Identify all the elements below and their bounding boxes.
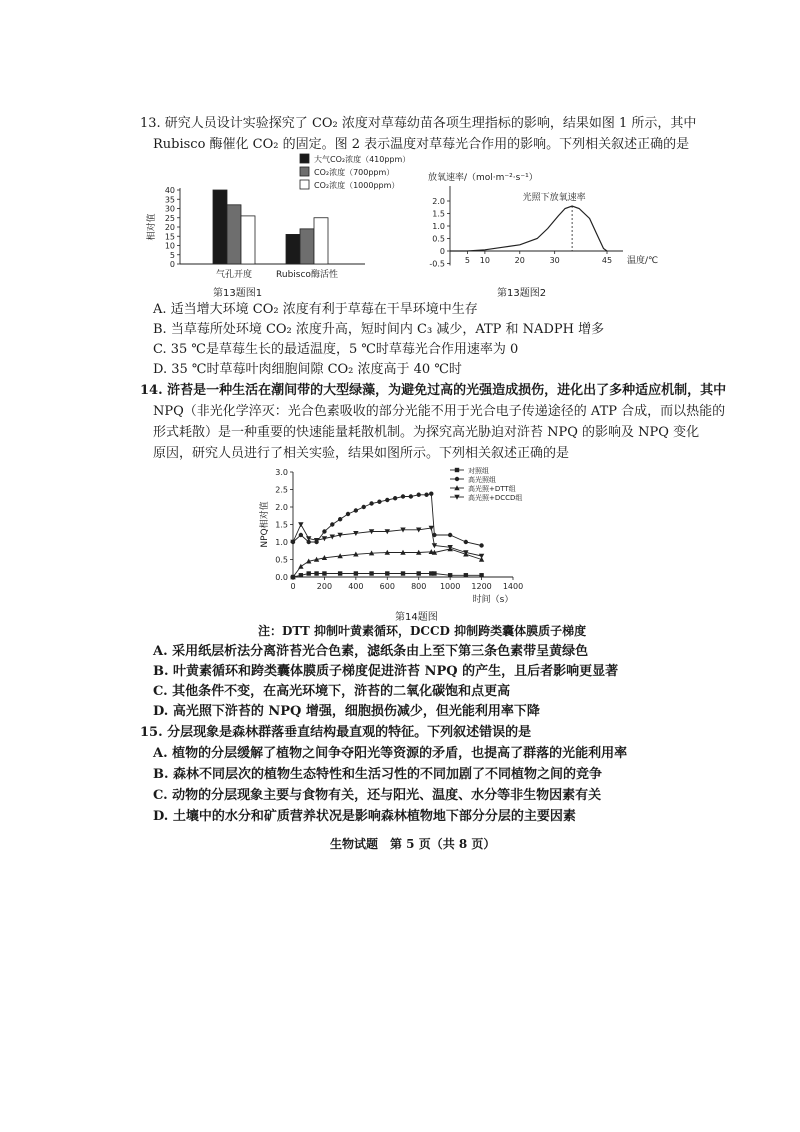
fig3-xtick-label: 1000	[439, 582, 461, 591]
fig2-xtick-label: 20	[514, 256, 525, 265]
fig3-series-2-point	[417, 493, 421, 497]
fig2-ytick-label: 1.0	[432, 222, 445, 231]
fig3-series-1-point	[464, 573, 468, 577]
q13-figure2-caption: 第13题图2	[497, 288, 547, 299]
fig3-series-2-point	[338, 517, 342, 521]
fig3-series-1-point	[479, 573, 483, 577]
fig3-series-1-point	[307, 571, 311, 575]
legend-label-1: 大气CO₂浓度（410ppm）	[314, 155, 411, 164]
page-footer: 生物试题 第 5 页（共 8 页）	[330, 837, 496, 851]
q14-option-a: A. 采用纸层析法分离浒苔光合色素，滤纸条由上至下第三条色素带呈黄绿色	[153, 644, 589, 659]
q15-option-a: A. 植物的分层缓解了植物之间争夺阳光等资源的矛盾，也提高了群落的光能利用率	[153, 746, 628, 761]
fig3-ytick-label: 2.0	[275, 503, 288, 512]
fig3-xtick-label: 1400	[502, 582, 524, 591]
q13-option-c: C. 35 ℃是草莓生长的最适温度，5 ℃时草莓光合作用速率为 0	[153, 342, 519, 357]
fig3-legend-marker-1	[455, 468, 459, 472]
fig1-ytick-label: 25	[164, 213, 175, 223]
fig2-ytick-label: 2.0	[432, 197, 445, 206]
q14-stem-line3: 形式耗散）是一种重要的快速能量耗散机制。为探究高光胁迫对浒苔 NPQ 的影响及 NPQ 变化	[153, 425, 700, 440]
fig3-series-1-point	[369, 571, 373, 575]
fig1-ytick-label: 0	[169, 260, 175, 269]
fig3-xtick-label: 800	[411, 582, 427, 591]
legend-swatch-2	[300, 167, 309, 176]
fig3-ytick-label: 3.0	[275, 468, 288, 477]
fig1-ytick-label: 20	[164, 223, 175, 232]
fig2-xtick-label: 30	[549, 256, 560, 265]
fig1-ytick-label: 10	[164, 241, 175, 251]
fig3-ytick-label: 0.5	[275, 555, 288, 565]
fig3-series-1-point	[354, 571, 358, 575]
fig3-ytick-label: 1.5	[275, 520, 288, 530]
fig3-ytick-label: 1.0	[275, 538, 288, 547]
fig1-ytick-label: 35	[164, 195, 175, 205]
fig3-series-2-point	[330, 522, 334, 526]
q13-option-a: A. 适当增大环境 CO₂ 浓度有利于草莓在干旱环境中生存	[153, 302, 478, 317]
fig3-series-1-point	[401, 571, 405, 575]
q14-figure-note: 注：DTT 抑制叶黄素循环，DCCD 抑制跨类囊体膜质子梯度	[258, 624, 587, 638]
fig3-ytick-label: 0.0	[275, 573, 288, 582]
fig3-series-2-point	[354, 508, 358, 512]
fig3-series-2-point	[401, 494, 405, 498]
legend-swatch-1	[300, 154, 309, 163]
fig3-series-2-point	[448, 533, 452, 537]
q13-stem-line2: Rubisco 酶催化 CO₂ 的固定。图 2 表示温度对草莓光合作用的影响。下列相关叙述正确的是	[153, 137, 690, 152]
q15-stem: 15. 分层现象是森林群落垂直结构最直观的特征。下列叙述错误的是	[140, 725, 532, 740]
q15-option-b: B. 森林不同层次的植物生态特性和生活习性的不同加剧了不同植物之间的竞争	[153, 767, 603, 782]
fig1-bar	[286, 234, 300, 264]
fig2-xtick-label: 45	[601, 256, 613, 265]
fig1-bar	[213, 190, 227, 264]
q14-figure-caption: 第14题图	[395, 612, 438, 623]
fig2-curve-annotation: 光照下放氧速率	[522, 193, 586, 203]
fig1-y-axis-label: 相对值	[147, 213, 157, 241]
fig3-series-2-point	[299, 533, 303, 537]
fig3-series-2-point	[362, 505, 366, 509]
q15-option-d: D. 土壤中的水分和矿质营养状况是影响森林植物地下部分分层的主要因素	[153, 809, 576, 824]
fig3-xtick-label: 400	[348, 582, 364, 591]
fig3-series-4-point	[479, 554, 484, 559]
fig3-series-2-point	[346, 512, 350, 516]
q13-stem-line1: 13. 研究人员设计实验探究了 CO₂ 浓度对草莓幼苗各项生理指标的影响，结果如图 1 所示，其中	[140, 116, 697, 131]
q14-stem-line4: 原因，研究人员进行了相关实验，结果如图所示。下列相关叙述正确的是	[153, 446, 570, 461]
q14-npq-chart	[255, 462, 565, 610]
fig3-legend-label-3: 高光照+DTT组	[468, 485, 516, 493]
legend-swatch-3	[300, 180, 309, 189]
q13-figure1-caption: 第13题图1	[213, 288, 263, 299]
q15-option-c: C. 动物的分层现象主要与食物有关，还与阳光、温度、水分等非生物因素有关	[153, 788, 602, 803]
fig3-series-2-point	[464, 540, 468, 544]
fig3-xtick-label: 0	[290, 582, 296, 591]
fig3-ytick-label: 2.5	[275, 485, 288, 495]
legend-label-3: CO₂浓度（1000ppm）	[314, 181, 400, 190]
fig3-series-2-point	[429, 492, 433, 496]
fig3-series-1-point	[322, 571, 326, 575]
fig1-ytick-label: 15	[164, 232, 175, 242]
fig3-legend-label-2: 高光照组	[468, 476, 496, 484]
fig3-xtick-label: 200	[316, 582, 333, 591]
fig1-bar	[300, 229, 314, 264]
q14-option-c: C. 其他条件不变，在高光环境下，浒苔的二氧化碳饱和点更高	[153, 684, 511, 699]
fig3-series-2-point	[369, 501, 373, 505]
fig3-series-1-point	[314, 571, 318, 575]
q13-figure1-chart	[140, 152, 411, 280]
fig3-series-2-point	[377, 500, 381, 504]
fig2-ytick-label: 1.5	[432, 209, 445, 219]
fig2-curve	[450, 206, 607, 251]
q13-figure2-chart	[420, 168, 660, 280]
q13-option-d: D. 35 ℃时草莓叶肉细胞间隙 CO₂ 浓度高于 40 ℃时	[153, 362, 462, 377]
fig3-legend-marker-2	[455, 477, 459, 481]
fig3-series-1-point	[448, 573, 452, 577]
fig1-bar	[241, 216, 255, 264]
fig2-y-axis-label: 放氧速率/（mol·m⁻²·s⁻¹）	[428, 173, 538, 183]
fig1-ytick-label: 5	[169, 250, 175, 260]
fig3-series-1-point	[299, 573, 303, 577]
q14-option-b: B. 叶黄素循环和跨类囊体膜质子梯度促进浒苔 NPQ 的产生，且后者影响更显著	[153, 664, 619, 679]
fig1-bar	[227, 205, 241, 264]
fig2-ytick-label: -0.5	[429, 259, 445, 269]
fig3-series-2-point	[424, 493, 428, 497]
fig3-series-2-point	[409, 494, 413, 498]
fig3-legend-label-4: 高光照+DCCD组	[468, 494, 523, 502]
fig3-series-2-point	[393, 496, 397, 500]
fig2-ytick-label: 0.5	[432, 234, 445, 244]
fig3-series-1-point	[417, 571, 421, 575]
fig2-ytick-label: 0	[439, 247, 445, 256]
q14-option-d: D. 高光照下浒苔的 NPQ 增强，细胞损伤减少，但光能利用率下降	[153, 704, 540, 719]
legend-label-2: CO₂浓度（700ppm）	[314, 168, 395, 177]
fig1-ytick-label: 40	[164, 186, 175, 195]
fig3-y-axis-label: NPQ相对值	[260, 501, 270, 548]
fig3-series-2-point	[322, 529, 326, 533]
fig1-bar	[314, 218, 328, 264]
q14-stem-line1: 14. 浒苔是一种生活在潮间带的大型绿藻，为避免过高的光强造成损伤，进化出了多种适应机制，其中	[140, 383, 727, 398]
fig3-x-axis-label: 时间（s）	[472, 595, 514, 605]
fig3-xtick-label: 1200	[471, 582, 492, 591]
fig3-series-1-point	[385, 571, 389, 575]
fig3-series-1-point	[432, 571, 436, 575]
fig2-x-axis-label: 温度/℃	[627, 256, 659, 266]
fig1-ytick-label: 30	[164, 204, 175, 214]
fig3-series-2-point	[479, 543, 483, 547]
fig3-series-4-point	[298, 522, 303, 527]
fig1-category-label: 气孔开度	[215, 270, 253, 280]
fig3-legend-label-1: 对照组	[468, 467, 489, 475]
fig2-xtick-label: 10	[479, 256, 490, 265]
q13-option-b: B. 当草莓所处环境 CO₂ 浓度升高，短时间内 C₃ 减少，ATP 和 NADPH 增多	[153, 322, 605, 337]
fig3-series-1-point	[338, 571, 342, 575]
fig3-series-3-point	[298, 564, 303, 569]
fig3-series-2-point	[385, 498, 389, 502]
fig1-category-label: Rubisco酶活性	[276, 270, 338, 280]
fig2-xtick-label: 5	[464, 256, 470, 265]
fig3-xtick-label: 600	[379, 582, 395, 591]
q14-stem-line2: NPQ（非光化学淬灭：光合色素吸收的部分光能不用于光合电子传递途径的 ATP 合成，而以热能的	[153, 404, 726, 419]
